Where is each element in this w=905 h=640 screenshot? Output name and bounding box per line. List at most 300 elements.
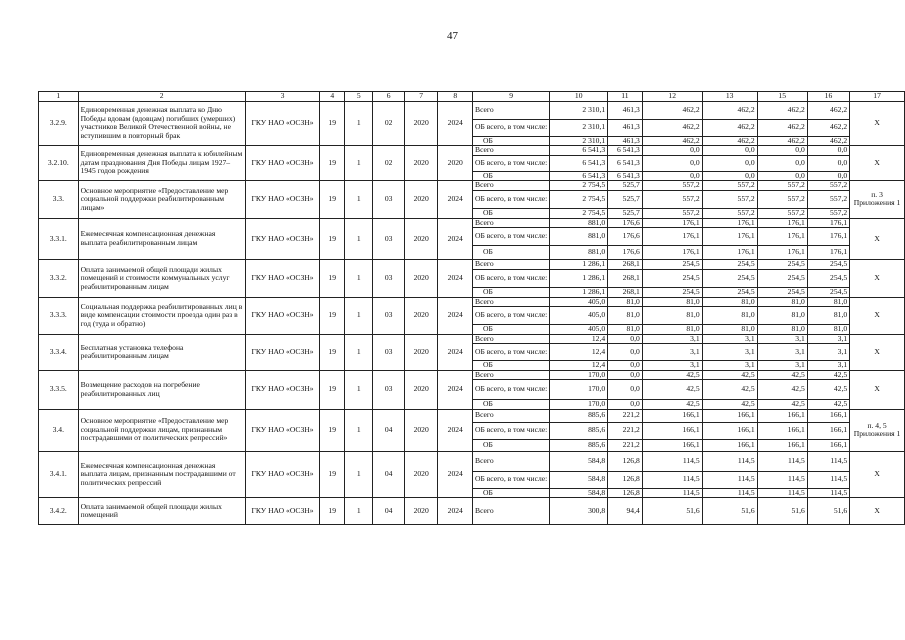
value-cell: 42,5 <box>757 370 807 380</box>
value-cell: 114,5 <box>757 451 807 471</box>
value-cell: 81,0 <box>702 325 757 335</box>
row-source-label: Всего <box>473 451 550 471</box>
value-cell: 166,1 <box>702 422 757 439</box>
row-number: 3.3.4. <box>39 334 79 370</box>
value-cell: 254,5 <box>807 260 849 270</box>
value-cell: 51,6 <box>757 498 807 525</box>
value-cell: 114,5 <box>642 488 702 498</box>
value-cell: 462,2 <box>642 119 702 136</box>
value-cell: 462,2 <box>642 136 702 146</box>
value-cell: 557,2 <box>757 181 807 191</box>
value-cell: 6 541,3 <box>608 155 643 171</box>
value-cell: 176,6 <box>608 246 643 260</box>
row-code-6: 03 <box>373 260 404 298</box>
value-cell: 170,0 <box>550 370 608 380</box>
value-cell: 126,8 <box>608 488 643 498</box>
row-description: Бесплатная установка телефона реабилитированным лицам <box>78 334 245 370</box>
header-cell: 8 <box>438 92 473 102</box>
row-source-label: ОБ всего, в том числе: <box>473 422 550 439</box>
row-organization: ГКУ НАО «ОСЗН» <box>245 498 320 525</box>
value-cell: 94,4 <box>608 498 643 525</box>
value-cell: 3,1 <box>702 334 757 344</box>
value-cell: 51,6 <box>702 498 757 525</box>
row-source-label: Всего <box>473 370 550 380</box>
row-code-5: 1 <box>345 370 373 409</box>
row-code-4: 19 <box>320 498 345 525</box>
value-cell: 3,1 <box>702 344 757 361</box>
value-cell: 170,0 <box>550 380 608 400</box>
value-cell: 462,2 <box>807 101 849 119</box>
row-organization: ГКУ НАО «ОСЗН» <box>245 370 320 409</box>
row-code-5: 1 <box>345 260 373 298</box>
value-cell: 557,2 <box>702 181 757 191</box>
value-cell: 221,2 <box>608 422 643 439</box>
value-cell: 81,0 <box>642 297 702 307</box>
value-cell: 81,0 <box>608 325 643 335</box>
value-cell: 0,0 <box>642 146 702 156</box>
value-cell: 462,2 <box>757 136 807 146</box>
row-description: Возмещение расходов на погребение реабилитированных лиц <box>78 370 245 409</box>
value-cell: 176,1 <box>702 246 757 260</box>
row-number: 3.3.2. <box>39 260 79 298</box>
row-code-5: 1 <box>345 146 373 181</box>
row-source-label: ОБ всего, в том числе: <box>473 119 550 136</box>
value-cell: 3,1 <box>702 361 757 371</box>
row-source-label: ОБ <box>473 325 550 335</box>
row-source-label: ОБ <box>473 400 550 410</box>
row-end-year: 2024 <box>438 297 473 334</box>
value-cell: 462,2 <box>642 101 702 119</box>
value-cell: 254,5 <box>702 260 757 270</box>
row-description: Ежемесячная компенсационная денежная выплата реабилитированным лицам <box>78 218 245 260</box>
table-body <box>39 92 905 525</box>
value-cell: 0,0 <box>702 155 757 171</box>
row-start-year: 2020 <box>404 409 438 451</box>
row-start-year: 2020 <box>404 451 438 498</box>
value-cell: 0,0 <box>608 400 643 410</box>
value-cell: 114,5 <box>642 471 702 488</box>
row-end-year: 2024 <box>438 181 473 219</box>
value-cell: 254,5 <box>757 260 807 270</box>
row-end-year: 2020 <box>438 146 473 181</box>
value-cell: 81,0 <box>642 325 702 335</box>
value-cell: 3,1 <box>807 361 849 371</box>
value-cell: 3,1 <box>642 334 702 344</box>
value-cell: 114,5 <box>702 451 757 471</box>
value-cell: 557,2 <box>807 208 849 218</box>
value-cell: 462,2 <box>702 119 757 136</box>
value-cell: 3,1 <box>807 334 849 344</box>
value-cell: 42,5 <box>702 370 757 380</box>
row-code-5: 1 <box>345 334 373 370</box>
value-cell: 6 541,3 <box>608 171 643 181</box>
value-cell: 0,0 <box>608 344 643 361</box>
table-row <box>39 297 905 307</box>
value-cell: 166,1 <box>757 439 807 451</box>
header-cell: 17 <box>850 92 905 102</box>
row-end-year: 2024 <box>438 334 473 370</box>
value-cell: 176,1 <box>757 218 807 228</box>
value-cell: 1 286,1 <box>550 269 608 287</box>
value-cell: 166,1 <box>807 409 849 422</box>
value-cell: 6 541,3 <box>550 155 608 171</box>
row-source-label: ОБ <box>473 208 550 218</box>
value-cell: 462,2 <box>757 101 807 119</box>
value-cell: 268,1 <box>608 260 643 270</box>
row-number: 3.4.1. <box>39 451 79 498</box>
value-cell: 0,0 <box>608 334 643 344</box>
value-cell: 166,1 <box>642 409 702 422</box>
budget-table <box>38 91 905 525</box>
header-cell: 16 <box>807 92 849 102</box>
row-organization: ГКУ НАО «ОСЗН» <box>245 409 320 451</box>
value-cell: 126,8 <box>608 471 643 488</box>
value-cell: 462,2 <box>757 119 807 136</box>
row-end-year: 2024 <box>438 498 473 525</box>
row-code-4: 19 <box>320 451 345 498</box>
header-cell: 15 <box>757 92 807 102</box>
value-cell: 3,1 <box>757 361 807 371</box>
table-row <box>39 146 905 156</box>
value-cell: 557,2 <box>642 208 702 218</box>
value-cell: 42,5 <box>807 400 849 410</box>
row-number: 3.4.2. <box>39 498 79 525</box>
value-cell: 166,1 <box>702 439 757 451</box>
value-cell: 6 541,3 <box>550 146 608 156</box>
row-start-year: 2020 <box>404 101 438 146</box>
value-cell: 81,0 <box>807 307 849 325</box>
value-cell: 584,8 <box>550 451 608 471</box>
value-cell: 81,0 <box>807 297 849 307</box>
row-source-label: ОБ <box>473 439 550 451</box>
row-source-label: ОБ всего, в том числе: <box>473 344 550 361</box>
value-cell: 126,8 <box>608 451 643 471</box>
row-description: Основное мероприятие «Предоставление мер социальной поддержки лицам, признанным пострадавшими от политических репрессий» <box>78 409 245 451</box>
header-cell: 6 <box>373 92 404 102</box>
row-source-label: ОБ <box>473 361 550 371</box>
value-cell: 221,2 <box>608 439 643 451</box>
row-source-label: ОБ всего, в том числе: <box>473 155 550 171</box>
row-description: Основное мероприятие «Предоставление мер социальной поддержки реабилитированным лицам» <box>78 181 245 219</box>
value-cell: 462,2 <box>702 136 757 146</box>
value-cell: 42,5 <box>642 370 702 380</box>
value-cell: 81,0 <box>608 297 643 307</box>
row-source-label: Всего <box>473 409 550 422</box>
value-cell: 2 310,1 <box>550 136 608 146</box>
value-cell: 0,0 <box>807 171 849 181</box>
row-source-label: ОБ <box>473 171 550 181</box>
value-cell: 81,0 <box>757 307 807 325</box>
value-cell: 557,2 <box>642 181 702 191</box>
row-source-label: ОБ всего, в том числе: <box>473 228 550 246</box>
value-cell: 0,0 <box>608 370 643 380</box>
value-cell: 166,1 <box>642 422 702 439</box>
row-end-year: 2024 <box>438 101 473 146</box>
value-cell: 42,5 <box>807 380 849 400</box>
row-end-year: 2024 <box>438 370 473 409</box>
value-cell: 268,1 <box>608 269 643 287</box>
value-cell: 1 286,1 <box>550 260 608 270</box>
value-cell: 462,2 <box>807 119 849 136</box>
row-source-label: ОБ <box>473 136 550 146</box>
value-cell: 885,6 <box>550 422 608 439</box>
row-description: Оплата занимаемой общей площади жилых помещений <box>78 498 245 525</box>
row-description: Единовременная денежная выплата ко Дню Победы вдовам (вдовцам) погибших (умерших) участников Великой Отечественной войны, не вступившим в повторный брак <box>78 101 245 146</box>
value-cell: 0,0 <box>757 171 807 181</box>
row-start-year: 2020 <box>404 334 438 370</box>
table-row <box>39 260 905 270</box>
value-cell: 557,2 <box>642 190 702 208</box>
value-cell: 405,0 <box>550 325 608 335</box>
value-cell: 0,0 <box>702 146 757 156</box>
row-code-6: 03 <box>373 334 404 370</box>
value-cell: 166,1 <box>642 439 702 451</box>
header-cell: 5 <box>345 92 373 102</box>
row-code-6: 04 <box>373 409 404 451</box>
row-start-year: 2020 <box>404 146 438 181</box>
value-cell: 114,5 <box>757 488 807 498</box>
value-cell: 166,1 <box>702 409 757 422</box>
row-source-label: ОБ всего, в том числе: <box>473 380 550 400</box>
row-note: Х <box>850 146 905 181</box>
value-cell: 584,8 <box>550 471 608 488</box>
value-cell: 462,2 <box>702 101 757 119</box>
value-cell: 221,2 <box>608 409 643 422</box>
value-cell: 462,2 <box>807 136 849 146</box>
value-cell: 557,2 <box>702 190 757 208</box>
value-cell: 166,1 <box>807 422 849 439</box>
row-organization: ГКУ НАО «ОСЗН» <box>245 218 320 260</box>
row-source-label: Всего <box>473 498 550 525</box>
value-cell: 114,5 <box>642 451 702 471</box>
value-cell: 170,0 <box>550 400 608 410</box>
table-row <box>39 334 905 344</box>
row-code-4: 19 <box>320 146 345 181</box>
row-organization: ГКУ НАО «ОСЗН» <box>245 451 320 498</box>
row-code-5: 1 <box>345 498 373 525</box>
row-code-4: 19 <box>320 334 345 370</box>
value-cell: 525,7 <box>608 190 643 208</box>
value-cell: 254,5 <box>807 287 849 297</box>
value-cell: 461,3 <box>608 119 643 136</box>
row-source-label: ОБ всего, в том числе: <box>473 190 550 208</box>
table-row <box>39 370 905 380</box>
row-code-5: 1 <box>345 451 373 498</box>
value-cell: 254,5 <box>642 269 702 287</box>
table-row <box>39 218 905 228</box>
row-description: Ежемесячная компенсационная денежная выплата лицам, признанным пострадавшими от политических репрессий <box>78 451 245 498</box>
table-row <box>39 101 905 119</box>
value-cell: 42,5 <box>702 400 757 410</box>
row-source-label: Всего <box>473 218 550 228</box>
value-cell: 254,5 <box>807 269 849 287</box>
value-cell: 0,0 <box>807 146 849 156</box>
row-source-label: ОБ всего, в том числе: <box>473 471 550 488</box>
row-number: 3.2.10. <box>39 146 79 181</box>
value-cell: 885,6 <box>550 439 608 451</box>
row-code-6: 03 <box>373 370 404 409</box>
row-description: Оплата занимаемой общей площади жилых помещений и стоимости коммунальных услуг реабилитированным лицам <box>78 260 245 298</box>
row-description: Единовременная денежная выплата к юбилейным датам празднования Дня Победы лицам 1927–1945 годов рождения <box>78 146 245 181</box>
value-cell: 584,8 <box>550 488 608 498</box>
row-organization: ГКУ НАО «ОСЗН» <box>245 334 320 370</box>
row-organization: ГКУ НАО «ОСЗН» <box>245 297 320 334</box>
value-cell: 176,1 <box>642 228 702 246</box>
value-cell: 0,0 <box>757 146 807 156</box>
value-cell: 12,4 <box>550 334 608 344</box>
row-code-6: 04 <box>373 451 404 498</box>
row-start-year: 2020 <box>404 181 438 219</box>
value-cell: 268,1 <box>608 287 643 297</box>
value-cell: 114,5 <box>702 471 757 488</box>
value-cell: 0,0 <box>702 171 757 181</box>
value-cell: 557,2 <box>757 190 807 208</box>
row-source-label: ОБ <box>473 488 550 498</box>
value-cell: 0,0 <box>757 155 807 171</box>
row-organization: ГКУ НАО «ОСЗН» <box>245 146 320 181</box>
value-cell: 557,2 <box>807 190 849 208</box>
table-row <box>39 498 905 525</box>
value-cell: 176,1 <box>642 246 702 260</box>
row-note: Х <box>850 218 905 260</box>
value-cell: 12,4 <box>550 361 608 371</box>
value-cell: 176,6 <box>608 218 643 228</box>
row-code-6: 03 <box>373 297 404 334</box>
value-cell: 81,0 <box>702 307 757 325</box>
value-cell: 2 754,5 <box>550 190 608 208</box>
row-note: Х <box>850 101 905 146</box>
row-source-label: ОБ <box>473 287 550 297</box>
row-source-label: Всего <box>473 146 550 156</box>
row-code-5: 1 <box>345 409 373 451</box>
header-cell: 3 <box>245 92 320 102</box>
value-cell: 166,1 <box>807 439 849 451</box>
value-cell: 881,0 <box>550 246 608 260</box>
value-cell: 6 541,3 <box>608 146 643 156</box>
row-code-4: 19 <box>320 260 345 298</box>
value-cell: 254,5 <box>642 287 702 297</box>
row-start-year: 2020 <box>404 498 438 525</box>
row-note: Х <box>850 260 905 298</box>
value-cell: 176,1 <box>807 246 849 260</box>
row-code-5: 1 <box>345 297 373 334</box>
value-cell: 557,2 <box>702 208 757 218</box>
value-cell: 2 754,5 <box>550 208 608 218</box>
value-cell: 881,0 <box>550 228 608 246</box>
row-code-4: 19 <box>320 101 345 146</box>
row-organization: ГКУ НАО «ОСЗН» <box>245 101 320 146</box>
value-cell: 42,5 <box>757 380 807 400</box>
value-cell: 3,1 <box>757 344 807 361</box>
value-cell: 51,6 <box>807 498 849 525</box>
value-cell: 166,1 <box>757 422 807 439</box>
value-cell: 114,5 <box>702 488 757 498</box>
value-cell: 42,5 <box>757 400 807 410</box>
row-end-year: 2024 <box>438 218 473 260</box>
row-number: 3.3.5. <box>39 370 79 409</box>
value-cell: 12,4 <box>550 344 608 361</box>
table-row <box>39 451 905 471</box>
value-cell: 0,0 <box>807 155 849 171</box>
value-cell: 81,0 <box>757 325 807 335</box>
value-cell: 176,1 <box>757 246 807 260</box>
value-cell: 176,1 <box>642 218 702 228</box>
value-cell: 461,3 <box>608 101 643 119</box>
value-cell: 176,1 <box>757 228 807 246</box>
value-cell: 254,5 <box>757 269 807 287</box>
row-number: 3.3.3. <box>39 297 79 334</box>
row-code-4: 19 <box>320 181 345 219</box>
row-code-6: 02 <box>373 146 404 181</box>
row-start-year: 2020 <box>404 370 438 409</box>
value-cell: 51,6 <box>642 498 702 525</box>
row-source-label: ОБ всего, в том числе: <box>473 307 550 325</box>
row-code-4: 19 <box>320 297 345 334</box>
row-code-6: 03 <box>373 181 404 219</box>
value-cell: 3,1 <box>757 334 807 344</box>
row-organization: ГКУ НАО «ОСЗН» <box>245 260 320 298</box>
table-row <box>39 181 905 191</box>
header-cell: 10 <box>550 92 608 102</box>
row-note: Х <box>850 498 905 525</box>
value-cell: 557,2 <box>807 181 849 191</box>
value-cell: 557,2 <box>757 208 807 218</box>
value-cell: 81,0 <box>642 307 702 325</box>
value-cell: 42,5 <box>642 380 702 400</box>
value-cell: 2 754,5 <box>550 181 608 191</box>
row-source-label: ОБ <box>473 246 550 260</box>
row-source-label: Всего <box>473 101 550 119</box>
value-cell: 114,5 <box>807 471 849 488</box>
row-source-label: ОБ всего, в том числе: <box>473 269 550 287</box>
value-cell: 2 310,1 <box>550 101 608 119</box>
value-cell: 176,6 <box>608 228 643 246</box>
row-note: Х <box>850 297 905 334</box>
header-row <box>39 92 905 102</box>
row-note: п. 4, 5 Приложения 1 <box>850 409 905 451</box>
value-cell: 114,5 <box>757 471 807 488</box>
value-cell: 42,5 <box>642 400 702 410</box>
row-start-year: 2020 <box>404 297 438 334</box>
row-organization: ГКУ НАО «ОСЗН» <box>245 181 320 219</box>
value-cell: 81,0 <box>757 297 807 307</box>
row-code-5: 1 <box>345 101 373 146</box>
value-cell: 1 286,1 <box>550 287 608 297</box>
header-cell: 11 <box>608 92 643 102</box>
value-cell: 461,3 <box>608 136 643 146</box>
value-cell: 0,0 <box>642 155 702 171</box>
value-cell: 3,1 <box>642 344 702 361</box>
value-cell: 254,5 <box>702 287 757 297</box>
value-cell: 176,1 <box>807 228 849 246</box>
value-cell: 2 310,1 <box>550 119 608 136</box>
value-cell: 176,1 <box>807 218 849 228</box>
value-cell: 525,7 <box>608 208 643 218</box>
value-cell: 176,1 <box>702 228 757 246</box>
value-cell: 3,1 <box>807 344 849 361</box>
header-cell: 13 <box>702 92 757 102</box>
value-cell: 6 541,3 <box>550 171 608 181</box>
value-cell: 881,0 <box>550 218 608 228</box>
value-cell: 176,1 <box>702 218 757 228</box>
row-source-label: Всего <box>473 181 550 191</box>
row-code-5: 1 <box>345 181 373 219</box>
value-cell: 254,5 <box>757 287 807 297</box>
row-code-4: 19 <box>320 409 345 451</box>
row-description: Социальная поддержка реабилитированных лиц в виде компенсации стоимости проезда один раз в год (туда и обратно) <box>78 297 245 334</box>
value-cell: 0,0 <box>608 361 643 371</box>
row-number: 3.2.9. <box>39 101 79 146</box>
